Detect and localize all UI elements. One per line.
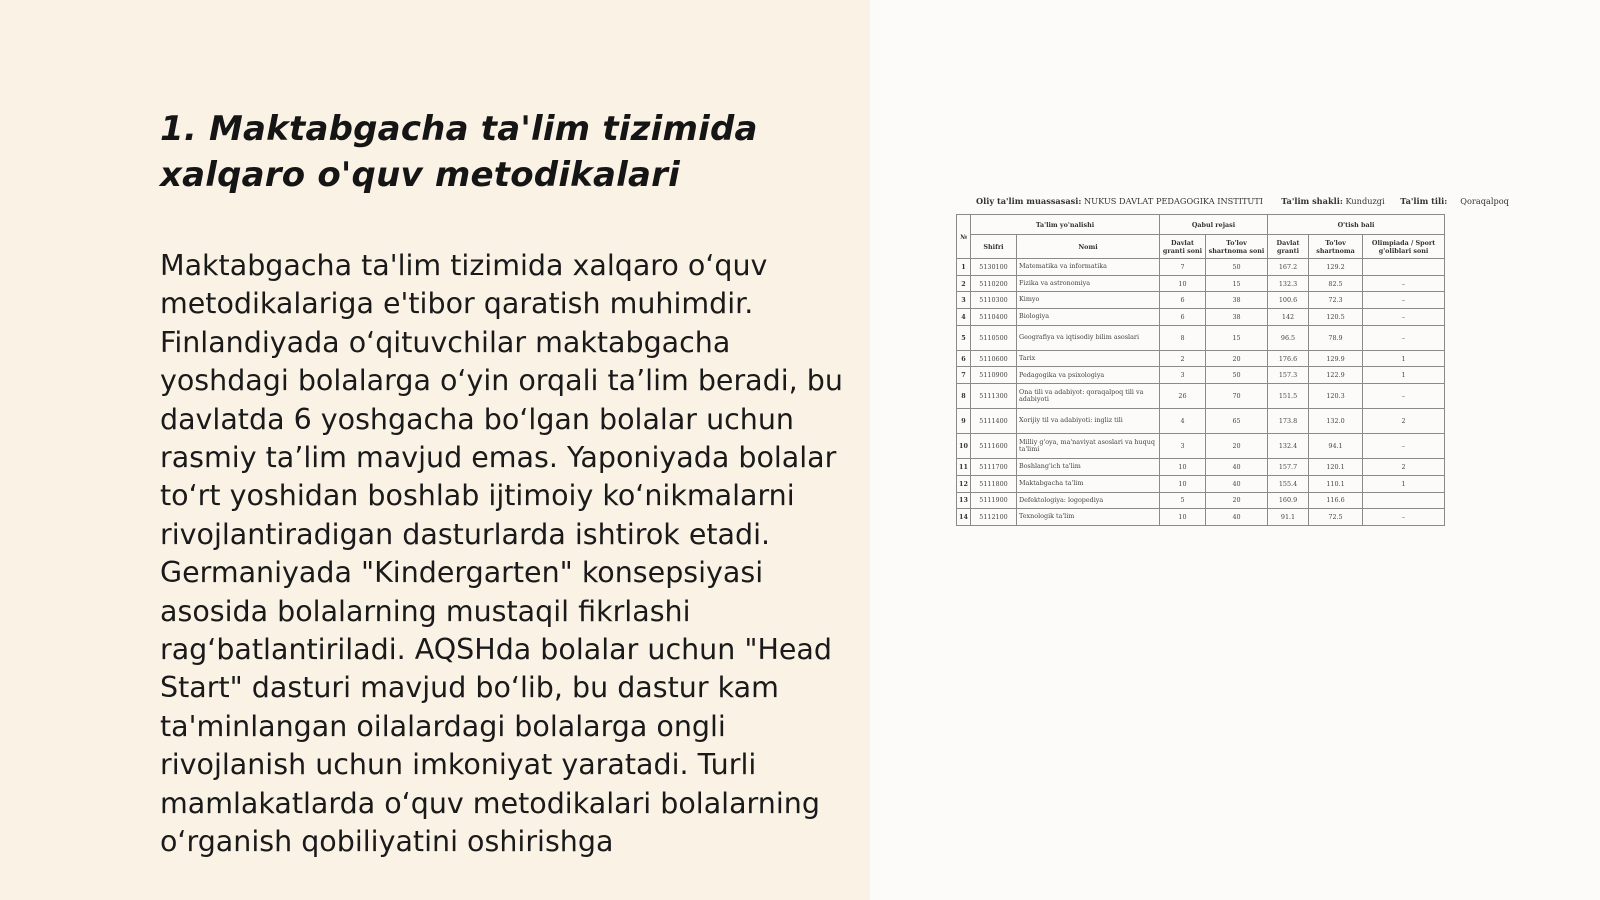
grant-score-cell: 160.9 [1268,492,1309,509]
contract-count-cell: 40 [1206,459,1268,476]
table-row [957,367,1445,384]
code-cell: 5130100 [971,259,1017,276]
column-header-grant-count: Davlat granti soni [1160,235,1206,259]
admission-table-image [950,196,1509,522]
language-value: Qoraqalpoq [1460,196,1509,206]
column-header-name: Nomi [1017,235,1160,259]
grant-count-cell: 2 [1160,350,1206,367]
row-number: 14 [957,509,971,526]
contract-count-cell: 65 [1206,409,1268,434]
grant-count-cell: 26 [1160,384,1206,409]
grant-count-cell: 7 [1160,259,1206,276]
contract-score-cell: 122.9 [1309,367,1363,384]
code-cell: 5110400 [971,309,1017,326]
table-row [957,292,1445,309]
table-row [957,259,1445,276]
grant-count-cell: 10 [1160,275,1206,292]
contract-count-cell: 20 [1206,350,1268,367]
contract-count-cell: 50 [1206,367,1268,384]
table-row [957,275,1445,292]
form-label: Ta'lim shakli: [1281,196,1343,206]
name-cell: Tarix [1017,350,1160,367]
institution-value: NUKUS DAVLAT PEDAGOGIKA INSTITUTI [1084,196,1263,206]
contract-score-cell: 120.1 [1309,459,1363,476]
contract-score-cell: 94.1 [1309,434,1363,459]
contract-count-cell: 15 [1206,325,1268,350]
group-header-passing-score: O'tish bali [1268,215,1445,235]
row-number: 7 [957,367,971,384]
code-cell: 5110500 [971,325,1017,350]
row-number: 5 [957,325,971,350]
olympiad-cell [1363,259,1445,276]
row-number: 13 [957,492,971,509]
contract-score-cell: 129.2 [1309,259,1363,276]
row-number: 9 [957,409,971,434]
name-cell: Geografiya va iqtisodiy bilim asoslari [1017,325,1160,350]
table-row [957,409,1445,434]
olympiad-cell: – [1363,384,1445,409]
row-number: 6 [957,350,971,367]
slide-body-text: Maktabgacha ta'lim tizimida xalqaro o‘quv metodikalariga e'tibor qaratish muhimdir. Finlandiyada o‘qituvchilar maktabgacha yoshdagi bolalarga o‘yin orqali ta’lim beradi, bu davlatda 6 yoshgacha bo‘lgan bolalar uchun rasmiy ta’lim mavjud emas. Yaponiyada bolalar to‘rt yoshidan boshlab ijtimoiy ko‘nikmalarni rivojlantiradigan dasturlarda ishtirok etadi. Germaniyada "Kindergarten" konsepsiyasi asosida bolalarning mustaqil fikrlashi rag‘batlantiriladi. AQSHda bolalar uchun "Head Start" dasturi mavjud bo‘lib, bu dastur kam ta'minlangan oilalardagi bolalarga ongli rivojlanish uchun imkoniyat yaratadi. Turli mamlakatlarda o‘quv metodikalari bolalarning o‘rganish qobiliyatini oshirishga [160,249,843,859]
name-cell: Defektologiya: logopediya [1017,492,1160,509]
contract-count-cell: 38 [1206,309,1268,326]
olympiad-cell: 2 [1363,459,1445,476]
admission-table [956,214,1445,526]
row-number: 4 [957,309,971,326]
table-row [957,309,1445,326]
table-row [957,350,1445,367]
column-header-number: № [957,215,971,259]
column-header-grant-score: Davlat granti [1268,235,1309,259]
grant-count-cell: 10 [1160,459,1206,476]
name-cell: Fizika va astronomiya [1017,275,1160,292]
contract-count-cell: 20 [1206,434,1268,459]
admission-table-body [957,259,1445,526]
code-cell: 5111700 [971,459,1017,476]
olympiad-cell: – [1363,509,1445,526]
code-cell: 5110600 [971,350,1017,367]
language-label: Ta'lim tili: [1400,196,1448,206]
contract-count-cell: 20 [1206,492,1268,509]
code-cell: 5111900 [971,492,1017,509]
name-cell: Boshlang'ich ta'lim [1017,459,1160,476]
grant-count-cell: 6 [1160,309,1206,326]
row-number: 1 [957,259,971,276]
grant-count-cell: 5 [1160,492,1206,509]
contract-score-cell: 110.1 [1309,475,1363,492]
code-cell: 5111300 [971,384,1017,409]
grant-count-cell: 3 [1160,434,1206,459]
grant-score-cell: 91.1 [1268,509,1309,526]
column-header-contract-score: To'lov shartnoma [1309,235,1363,259]
grant-count-cell: 8 [1160,325,1206,350]
code-cell: 5110900 [971,367,1017,384]
grant-score-cell: 132.4 [1268,434,1309,459]
row-number: 3 [957,292,971,309]
olympiad-cell: 1 [1363,350,1445,367]
olympiad-cell: – [1363,309,1445,326]
table-row [957,434,1445,459]
code-cell: 5110300 [971,292,1017,309]
contract-score-cell: 72.3 [1309,292,1363,309]
grant-score-cell: 155.4 [1268,475,1309,492]
grant-score-cell: 157.3 [1268,367,1309,384]
row-number: 11 [957,459,971,476]
row-number: 10 [957,434,971,459]
name-cell: Kimyo [1017,292,1160,309]
name-cell: Xorijiy til va adabiyoti: ingliz tili [1017,409,1160,434]
olympiad-cell: – [1363,275,1445,292]
grant-score-cell: 173.8 [1268,409,1309,434]
row-number: 8 [957,384,971,409]
contract-score-cell: 78.9 [1309,325,1363,350]
grant-score-cell: 176.6 [1268,350,1309,367]
contract-score-cell: 82.5 [1309,275,1363,292]
grant-score-cell: 96.5 [1268,325,1309,350]
code-cell: 5112100 [971,509,1017,526]
name-cell: Biologiya [1017,309,1160,326]
code-cell: 5111800 [971,475,1017,492]
table-row [957,492,1445,509]
table-row [957,459,1445,476]
grant-score-cell: 100.6 [1268,292,1309,309]
grant-count-cell: 6 [1160,292,1206,309]
olympiad-cell: 1 [1363,475,1445,492]
column-header-contract-count: To'lov shartnoma soni [1206,235,1268,259]
row-number: 12 [957,475,971,492]
contract-score-cell: 72.5 [1309,509,1363,526]
column-header-code: Shifri [971,235,1017,259]
table-row [957,325,1445,350]
contract-score-cell: 132.0 [1309,409,1363,434]
grant-count-cell: 10 [1160,509,1206,526]
column-header-olympiad: Olimpiada / Sport g'oliblari soni [1363,235,1445,259]
document-header [976,196,1509,210]
contract-score-cell: 120.5 [1309,309,1363,326]
olympiad-cell: 1 [1363,367,1445,384]
row-number: 2 [957,275,971,292]
olympiad-cell: – [1363,292,1445,309]
name-cell: Ona tili va adabiyot: qoraqalpoq tili va adabiyoti [1017,384,1160,409]
code-cell: 5111400 [971,409,1017,434]
grant-score-cell: 151.5 [1268,384,1309,409]
contract-score-cell: 129.9 [1309,350,1363,367]
olympiad-cell: – [1363,325,1445,350]
name-cell: Texnologik ta'lim [1017,509,1160,526]
name-cell: Matematika va informatika [1017,259,1160,276]
name-cell: Maktabgacha ta'lim [1017,475,1160,492]
contract-count-cell: 40 [1206,509,1268,526]
group-header-admission-plan: Qabul rejasi [1160,215,1268,235]
contract-count-cell: 15 [1206,275,1268,292]
grant-score-cell: 157.7 [1268,459,1309,476]
code-cell: 5110200 [971,275,1017,292]
table-row [957,475,1445,492]
grant-count-cell: 4 [1160,409,1206,434]
table-row [957,509,1445,526]
olympiad-cell: – [1363,434,1445,459]
grant-score-cell: 167.2 [1268,259,1309,276]
grant-score-cell: 142 [1268,309,1309,326]
contract-count-cell: 38 [1206,292,1268,309]
contract-count-cell: 70 [1206,384,1268,409]
olympiad-cell [1363,492,1445,509]
name-cell: Milliy g'oya, ma'naviyat asoslari va huquq ta'limi [1017,434,1160,459]
group-header-direction: Ta'lim yo'nalishi [971,215,1160,235]
form-value: Kunduzgi [1345,196,1385,206]
contract-score-cell: 120.3 [1309,384,1363,409]
grant-score-cell: 132.3 [1268,275,1309,292]
contract-count-cell: 40 [1206,475,1268,492]
grant-count-cell: 10 [1160,475,1206,492]
contract-count-cell: 50 [1206,259,1268,276]
table-row [957,384,1445,409]
olympiad-cell: 2 [1363,409,1445,434]
slide-title: 1. Maktabgacha ta'lim tizimida xalqaro o'quv metodikalari [160,109,758,195]
name-cell: Pedagogika va psixologiya [1017,367,1160,384]
contract-score-cell: 116.6 [1309,492,1363,509]
institution-label: Oliy ta'lim muassasasi: [976,196,1082,206]
code-cell: 5111600 [971,434,1017,459]
grant-count-cell: 3 [1160,367,1206,384]
